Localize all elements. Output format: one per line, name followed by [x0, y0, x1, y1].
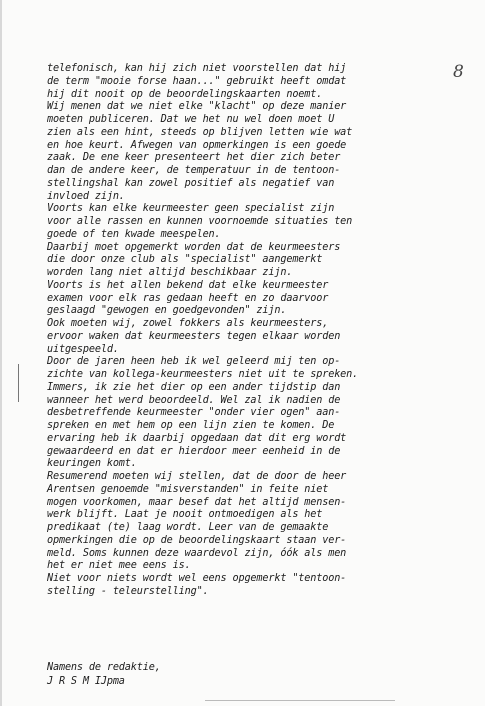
scan-edge	[0, 0, 2, 706]
signature-block	[47, 661, 347, 688]
text-line: opmerkingen die op de beoordelingskaart staan ver-	[47, 534, 347, 546]
text-line: Resumerend moeten wij stellen, dat de door de heer	[47, 471, 347, 482]
text-line: examen voor elk ras gedaan heeft en zo daarvoor	[47, 292, 329, 304]
text-line: Immers, ik zie het dier op een ander tijdstip dan	[47, 381, 341, 393]
text-line: zaak. De ene keer presenteert het dier zich beter	[47, 152, 341, 164]
text-line: Wij menen dat we niet elke "klacht" op deze manier	[47, 101, 347, 113]
text-line: predikaat (te) laag wordt. Leer van de gemaakte	[47, 522, 329, 533]
bottom-rule	[205, 700, 395, 701]
text-line: stellingshal kan zowel positief als negatief van	[47, 177, 335, 189]
text-line: zichte van kollega-keurmeesters niet uit te spreken.	[47, 369, 359, 380]
text-line: Daarbij moet opgemerkt worden dat de keurmeesters	[47, 241, 341, 253]
text-line: ervoor waken dat keurmeesters tegen elkaar worden	[47, 330, 341, 342]
text-line: Voorts kan elke keurmeester geen specialist zijn	[47, 203, 335, 215]
text-line: uitgespeeld.	[47, 343, 119, 355]
text-line: hij dit nooit op de beoordelingskaarten noemt.	[47, 88, 323, 100]
text-line: invloed zijn.	[47, 190, 125, 202]
text-line: geslaagd "gewogen en goedgevonden" zijn.	[47, 305, 287, 317]
text-line: goede of ten kwade meespelen.	[47, 228, 221, 240]
text-line: het er niet mee eens is.	[47, 560, 191, 572]
text-line: ervaring heb ik daarbij opgedaan dat dit erg wordt	[47, 432, 347, 444]
text-line: meld. Soms kunnen deze waardevol zijn, óók als men	[47, 547, 347, 559]
signature-name: J R S M IJpma	[47, 675, 125, 687]
text-line: telefonisch, kan hij zich niet voorstellen dat hij	[47, 63, 347, 74]
text-line: zien als een hint, steeds op blijven letten wie wat	[47, 126, 353, 138]
text-line: moeten publiceren. Dat we het nu wel doen moet U	[47, 114, 335, 125]
text-line: Arentsen genoemde "misverstanden" in feite niet	[47, 483, 329, 495]
text-line: Door de jaren heen heb ik wel geleerd mij ten op-	[47, 356, 341, 368]
text-line: Niet voor niets wordt wel eens opgemerkt "tentoon-	[47, 573, 347, 584]
text-line: stelling - teleurstelling".	[47, 585, 209, 597]
text-line: voor alle rassen en kunnen voornoemde situaties ten	[47, 216, 353, 227]
text-line: de term "mooie forse haan..." gebruikt heeft omdat	[47, 75, 347, 87]
text-line: Ook moeten wij, zowel fokkers als keurmeesters,	[47, 318, 329, 329]
text-line: spreken en met hem op een lijn zien te komen. De	[47, 420, 335, 431]
text-line: en hoe keurt. Afwegen van opmerkingen is een goede	[47, 139, 347, 151]
text-line: dan de andere keer, de temperatuur in de tentoon-	[47, 165, 341, 176]
margin-mark	[18, 364, 19, 402]
text-line: Voorts is het allen bekend dat elke keurmeester	[47, 279, 329, 291]
signature-line: Namens de redaktie,	[47, 662, 161, 673]
text-line: mogen voorkomen, maar besef dat het altijd mensen-	[47, 496, 347, 508]
text-line: worden lang niet altijd beschikbaar zijn.	[47, 267, 293, 278]
text-line: wanneer het werd beoordeeld. Wel zal ik nadien de	[47, 394, 341, 406]
article-body	[47, 63, 467, 599]
text-line: desbetreffende keurmeester "onder vier ogen" aan-	[47, 407, 341, 419]
text-line: keuringen komt.	[47, 458, 137, 470]
text-line: werk blijft. Laat je nooit ontmoedigen als het	[47, 509, 323, 521]
page-number: 8	[453, 62, 464, 82]
text-line: die door onze club als "specialist" aangemerkt	[47, 254, 323, 266]
text-line: gewaardeerd en dat er hierdoor meer eenheid in de	[47, 445, 341, 457]
